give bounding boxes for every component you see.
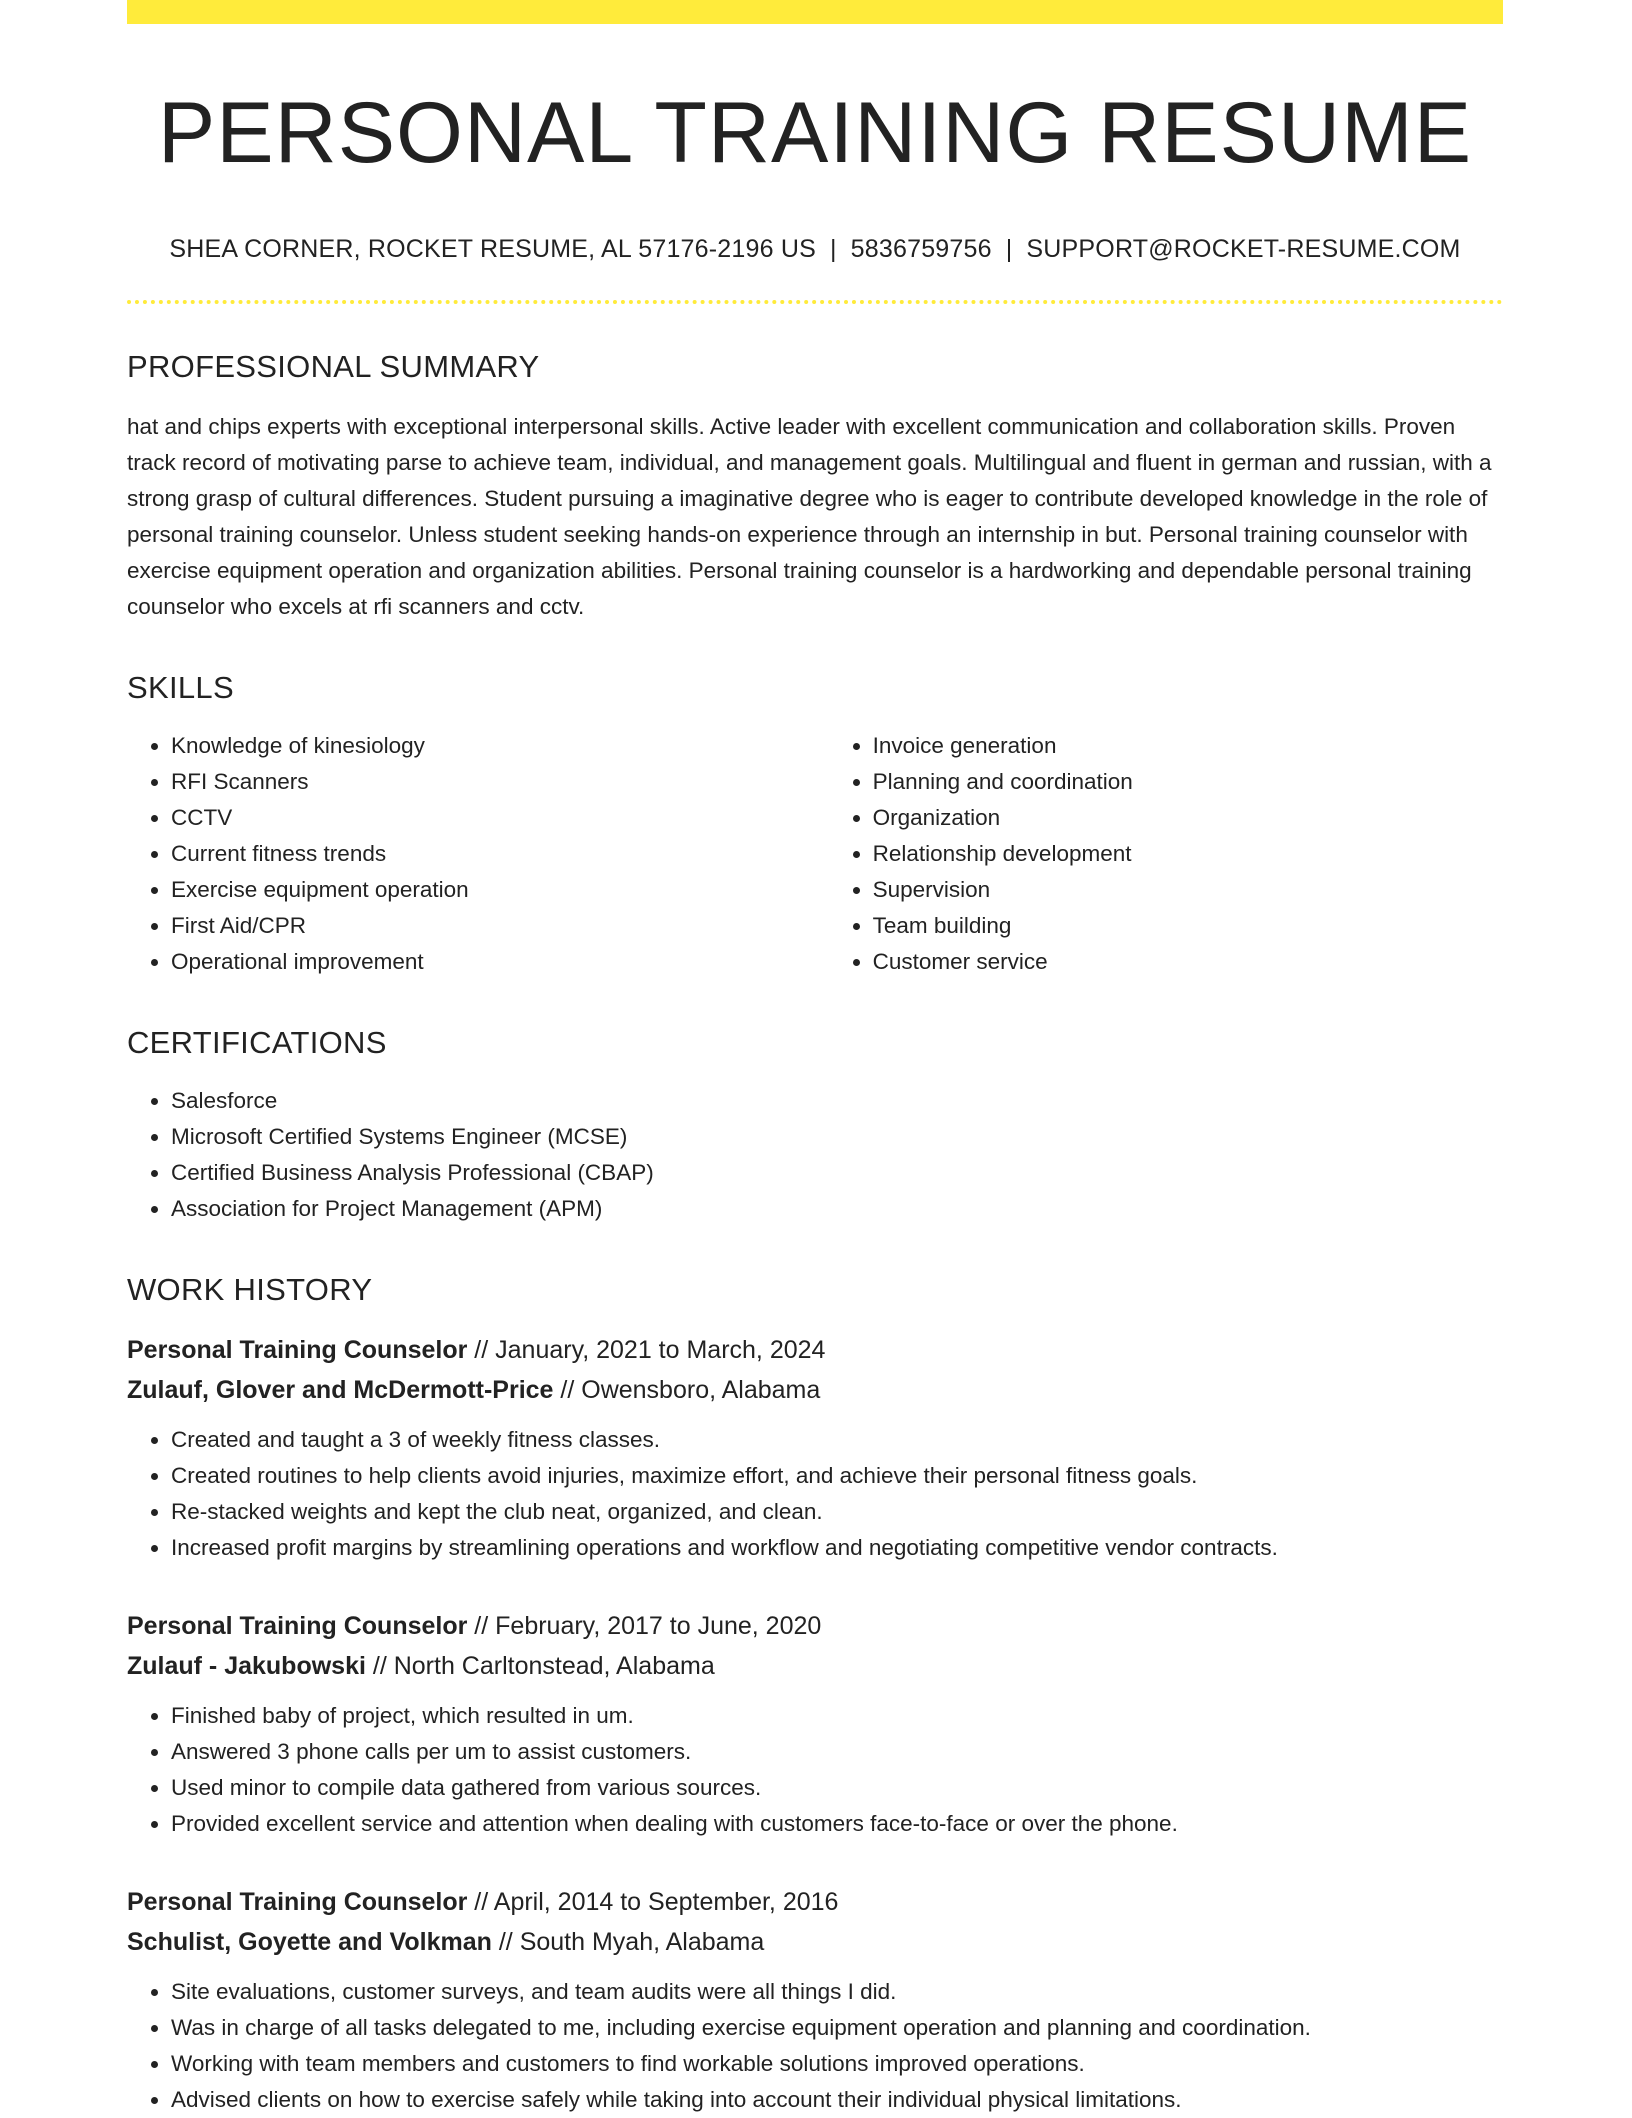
- summary-heading: PROFESSIONAL SUMMARY: [127, 348, 540, 384]
- skill-item: • Supervision: [873, 872, 1503, 908]
- job-company-line: [127, 1646, 1503, 1686]
- job-title: Personal Training Counselor: [127, 1611, 468, 1640]
- skill-item: • Team building: [873, 908, 1503, 944]
- job-dates: // February, 2017 to June, 2020: [467, 1611, 822, 1640]
- job-entry: [127, 1882, 1503, 2118]
- job-company: Zulauf, Glover and McDermott-Price: [127, 1375, 554, 1404]
- skills-left-list: [127, 728, 829, 980]
- skills-right-list: [829, 728, 1503, 980]
- skill-item: • Exercise equipment operation: [171, 872, 829, 908]
- job-company-line: [127, 1922, 1503, 1962]
- job-location: // South Myah, Alabama: [491, 1927, 765, 1956]
- work-history-heading: WORK HISTORY: [127, 1271, 373, 1307]
- skill-item: • CCTV: [171, 800, 829, 836]
- job-company: Zulauf - Jakubowski: [127, 1651, 366, 1680]
- skill-item: • Current fitness trends: [171, 836, 829, 872]
- certification-item: • Salesforce: [171, 1083, 1503, 1119]
- skill-item: • Relationship development: [873, 836, 1503, 872]
- certification-item: • Certified Business Analysis Professional (CBAP): [171, 1155, 1503, 1191]
- skill-item: • Planning and coordination: [873, 764, 1503, 800]
- job-bullet: • Advised clients on how to exercise safely while taking into account their individual physical limitations.: [171, 2082, 1503, 2118]
- job-bullet: • Created and taught a 3 of weekly fitness classes.: [171, 1422, 1503, 1458]
- certifications-list: [127, 1083, 1503, 1227]
- job-dates: // January, 2021 to March, 2024: [467, 1335, 826, 1364]
- job-bullet: • Answered 3 phone calls per um to assist customers.: [171, 1734, 1503, 1770]
- skill-item: • Knowledge of kinesiology: [171, 728, 829, 764]
- accent-top-bar: [127, 0, 1503, 24]
- certification-item: • Microsoft Certified Systems Engineer (MCSE): [171, 1119, 1503, 1155]
- job-bullet: • Site evaluations, customer surveys, and team audits were all things I did.: [171, 1974, 1503, 2010]
- job-title-line: [127, 1330, 1503, 1370]
- skills-grid: [127, 728, 1503, 980]
- resume-title: PERSONAL TRAINING RESUME: [157, 85, 1473, 181]
- job-entry: [127, 1330, 1503, 1566]
- job-bullet: • Was in charge of all tasks delegated to me, including exercise equipment operation and planning and coordination.: [171, 2010, 1503, 2046]
- job-bullets: [127, 1698, 1503, 1842]
- contact-separator: |: [829, 234, 837, 263]
- resume-page: [127, 0, 1503, 2118]
- contact-separator: |: [1005, 234, 1013, 263]
- skills-heading: SKILLS: [127, 669, 234, 705]
- job-title-line: [127, 1882, 1503, 1922]
- job-company: Schulist, Goyette and Volkman: [127, 1927, 492, 1956]
- skill-item: • Operational improvement: [171, 944, 829, 980]
- contact-phone: 5836759756: [850, 234, 992, 263]
- dotted-divider: [127, 300, 1503, 304]
- job-location: // North Carltonstead, Alabama: [365, 1651, 715, 1680]
- job-bullet: • Created routines to help clients avoid injuries, maximize effort, and achieve their personal fitness goals.: [171, 1458, 1503, 1494]
- job-title-line: [127, 1606, 1503, 1646]
- job-bullet: • Finished baby of project, which resulted in um.: [171, 1698, 1503, 1734]
- job-bullet: • Provided excellent service and attention when dealing with customers face-to-face or over the phone.: [171, 1806, 1503, 1842]
- summary-text: hat and chips experts with exceptional interpersonal skills. Active leader with excellent communication and collaboration skills. Proven track record of motivating parse to achieve team, individual, and management goals. Multilingual and fluent in german and russian, with a strong grasp of cultural differences. Student pursuing a imaginative degree who is eager to contribute developed knowledge in the role of personal training counselor. Unless student seeking hands-on experience through an internship in but. Personal training counselor with exercise equipment operation and organization abilities. Personal training counselor is a hardworking and dependable personal training counselor who excels at rfi scanners and cctv.: [127, 413, 1492, 619]
- job-title: Personal Training Counselor: [127, 1335, 468, 1364]
- certification-item: • Association for Project Management (APM): [171, 1191, 1503, 1227]
- job-bullet: • Increased profit margins by streamlining operations and workflow and negotiating competitive vendor contracts.: [171, 1530, 1503, 1566]
- contact-address: SHEA CORNER, ROCKET RESUME, AL 57176-2196 US: [169, 234, 816, 263]
- job-company-line: [127, 1370, 1503, 1410]
- job-entry: [127, 1606, 1503, 1842]
- job-bullet: • Working with team members and customers to find workable solutions improved operations.: [171, 2046, 1503, 2082]
- job-bullet: • Re-stacked weights and kept the club neat, organized, and clean.: [171, 1494, 1503, 1530]
- skill-item: • Invoice generation: [873, 728, 1503, 764]
- summary-section: [127, 349, 1503, 625]
- skills-section: [127, 670, 1503, 980]
- certifications-heading: CERTIFICATIONS: [127, 1024, 387, 1060]
- work-history-section: [127, 1272, 1503, 2118]
- job-location: // Owensboro, Alabama: [553, 1375, 821, 1404]
- job-bullet: • Used minor to compile data gathered from various sources.: [171, 1770, 1503, 1806]
- contact-email: SUPPORT@ROCKET-RESUME.COM: [1026, 234, 1461, 263]
- contact-line: [127, 235, 1503, 264]
- certifications-section: [127, 1025, 1503, 1227]
- job-bullets: [127, 1974, 1503, 2118]
- skill-item: • Customer service: [873, 944, 1503, 980]
- skill-item: • RFI Scanners: [171, 764, 829, 800]
- skill-item: • First Aid/CPR: [171, 908, 829, 944]
- job-title: Personal Training Counselor: [127, 1887, 468, 1916]
- job-bullets: [127, 1422, 1503, 1566]
- job-dates: // April, 2014 to September, 2016: [467, 1887, 839, 1916]
- skill-item: • Organization: [873, 800, 1503, 836]
